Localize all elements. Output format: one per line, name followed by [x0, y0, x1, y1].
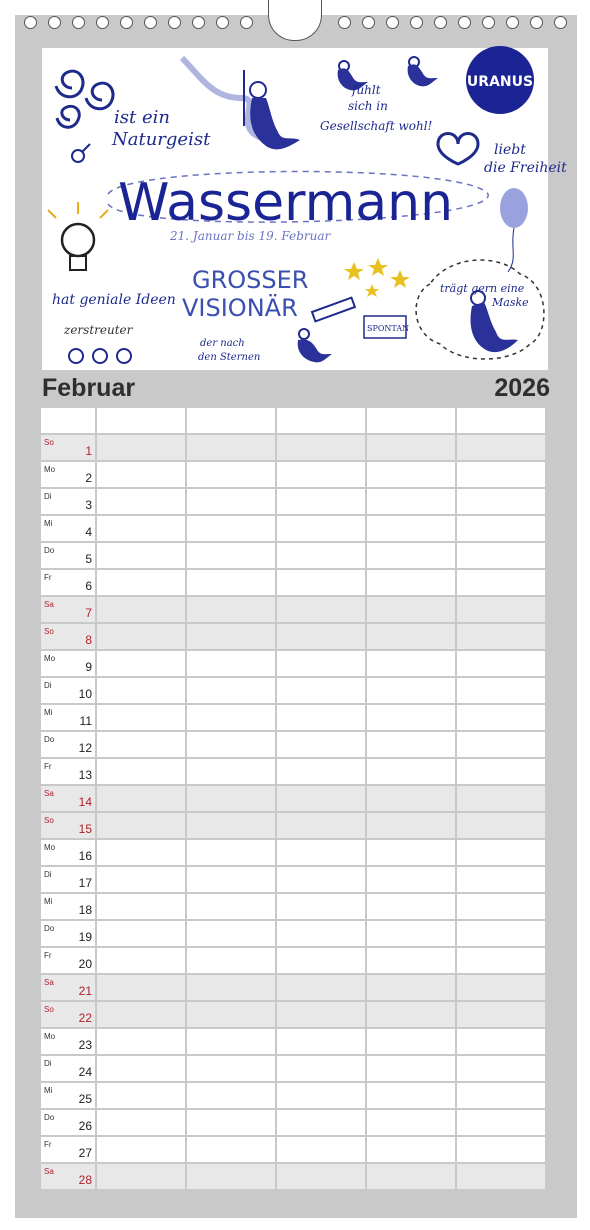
day-label-cell	[41, 1137, 95, 1162]
day-number: 14	[78, 795, 92, 809]
day-label-cell	[41, 975, 95, 1000]
weekday-label: Mo	[44, 843, 56, 852]
phrase-zerstreuter: zerstreuter	[64, 323, 133, 337]
column-header-date	[41, 408, 95, 433]
entry-cell[interactable]	[367, 651, 455, 676]
weekday-label: Sa	[44, 978, 54, 987]
day-label-cell	[41, 921, 95, 946]
entry-cell[interactable]	[97, 543, 185, 568]
entry-cell[interactable]	[457, 975, 545, 1000]
entry-cell[interactable]	[187, 759, 275, 784]
entry-cell[interactable]	[457, 1056, 545, 1081]
column-header[interactable]	[457, 408, 545, 433]
day-number: 11	[79, 714, 92, 728]
weekday-label: Fr	[44, 951, 52, 960]
zodiac-artwork	[42, 48, 567, 370]
phrase-fuehlt: fühlt	[352, 83, 381, 97]
entry-cell[interactable]	[97, 975, 185, 1000]
entry-cell[interactable]	[457, 894, 545, 919]
entry-cell[interactable]	[97, 1164, 185, 1189]
day-number: 25	[78, 1092, 92, 1106]
entry-cell[interactable]	[457, 1137, 545, 1162]
entry-cell[interactable]	[277, 975, 365, 1000]
balloon-icon	[500, 188, 528, 272]
entry-cell[interactable]	[277, 570, 365, 595]
entry-cell[interactable]	[187, 732, 275, 757]
entry-cell[interactable]	[97, 786, 185, 811]
svg-text:URANUS: URANUS	[466, 74, 534, 90]
column-header-row	[41, 408, 549, 433]
entry-cell[interactable]	[187, 462, 275, 487]
entry-cell[interactable]	[187, 894, 275, 919]
weekday-label: So	[44, 816, 54, 825]
day-number: 15	[78, 822, 92, 836]
weekday-label: Mi	[44, 519, 53, 528]
day-row	[41, 1164, 549, 1189]
weekday-label: Di	[44, 492, 52, 501]
weekday-label: So	[44, 438, 54, 447]
entry-cell[interactable]	[277, 543, 365, 568]
entry-cell[interactable]	[457, 1164, 545, 1189]
entry-cell[interactable]	[457, 516, 545, 541]
lightbulb-icon	[48, 202, 108, 270]
day-number: 18	[78, 903, 92, 917]
entry-cell[interactable]	[367, 975, 455, 1000]
entry-cell[interactable]	[187, 786, 275, 811]
day-row	[41, 570, 549, 595]
entry-cell[interactable]	[277, 624, 365, 649]
weekday-label: Do	[44, 546, 55, 555]
entry-cell[interactable]	[367, 894, 455, 919]
entry-cell[interactable]	[457, 462, 545, 487]
entry-cell[interactable]	[97, 651, 185, 676]
weekday-label: Fr	[44, 762, 52, 771]
entry-cell[interactable]	[97, 894, 185, 919]
day-label-cell	[41, 1002, 95, 1027]
day-row	[41, 867, 549, 892]
day-number: 27	[78, 1146, 92, 1160]
day-label-cell	[41, 759, 95, 784]
year-title: 2026	[494, 374, 550, 402]
entry-cell[interactable]	[457, 705, 545, 730]
stars-icon	[344, 258, 410, 297]
weekday-label: Di	[44, 870, 52, 879]
phrase-der-nach: der nach	[200, 338, 245, 349]
entry-cell[interactable]	[367, 813, 455, 838]
phrase-naturgeist: Naturgeist	[112, 129, 211, 150]
phrase-den-sternen: den Sternen	[198, 352, 261, 363]
day-row	[41, 597, 549, 622]
weekday-label: Mi	[44, 897, 53, 906]
entry-cell[interactable]	[457, 1083, 545, 1108]
entry-cell[interactable]	[367, 759, 455, 784]
entry-cell[interactable]	[367, 489, 455, 514]
entry-cell[interactable]	[277, 948, 365, 973]
entry-cell[interactable]	[277, 759, 365, 784]
day-row	[41, 840, 549, 865]
entry-cell[interactable]	[367, 921, 455, 946]
day-label-cell	[41, 516, 95, 541]
entry-cell[interactable]	[457, 678, 545, 703]
day-number: 13	[78, 768, 92, 782]
entry-cell[interactable]	[97, 1029, 185, 1054]
day-row	[41, 624, 549, 649]
entry-cell[interactable]	[277, 489, 365, 514]
day-label-cell	[41, 570, 95, 595]
entry-cell[interactable]	[97, 732, 185, 757]
day-label-cell	[41, 678, 95, 703]
entry-cell[interactable]	[277, 786, 365, 811]
day-label-cell	[41, 489, 95, 514]
day-label-cell	[41, 1029, 95, 1054]
phrase-freiheit: die Freiheit	[484, 160, 567, 176]
day-row	[41, 975, 549, 1000]
day-number: 19	[78, 930, 92, 944]
day-number: 8	[85, 633, 92, 647]
entry-cell[interactable]	[97, 678, 185, 703]
entry-cell[interactable]	[187, 516, 275, 541]
entry-cell[interactable]	[97, 624, 185, 649]
day-label-cell	[41, 1164, 95, 1189]
weekday-label: So	[44, 627, 54, 636]
entry-cell[interactable]	[97, 1056, 185, 1081]
entry-cell[interactable]	[367, 1110, 455, 1135]
day-label-cell	[41, 1056, 95, 1081]
entry-cell[interactable]	[367, 1002, 455, 1027]
entry-cell[interactable]	[187, 1056, 275, 1081]
day-row	[41, 435, 549, 460]
entry-cell[interactable]	[97, 462, 185, 487]
day-number: 22	[78, 1011, 92, 1025]
entry-cell[interactable]	[97, 1110, 185, 1135]
day-row	[41, 1029, 549, 1054]
day-row	[41, 1002, 549, 1027]
day-label-cell	[41, 786, 95, 811]
day-number: 5	[85, 552, 92, 566]
column-header[interactable]	[367, 408, 455, 433]
phrase-sich-in: sich in	[348, 99, 388, 113]
day-number: 16	[78, 849, 92, 863]
day-label-cell	[41, 624, 95, 649]
entry-cell[interactable]	[187, 1164, 275, 1189]
day-label-cell	[41, 543, 95, 568]
entry-cell[interactable]	[277, 813, 365, 838]
entry-cell[interactable]	[457, 1029, 545, 1054]
day-number: 10	[78, 687, 92, 701]
weekday-label: Mo	[44, 465, 56, 474]
weekday-label: Mo	[44, 654, 56, 663]
day-label-cell	[41, 462, 95, 487]
day-number: 7	[85, 606, 92, 620]
day-row	[41, 921, 549, 946]
entry-cell[interactable]	[457, 732, 545, 757]
entry-cell[interactable]	[187, 975, 275, 1000]
day-row	[41, 705, 549, 730]
entry-cell[interactable]	[277, 1164, 365, 1189]
entry-cell[interactable]	[187, 948, 275, 973]
day-row	[41, 759, 549, 784]
entry-cell[interactable]	[187, 867, 275, 892]
day-number: 17	[78, 876, 92, 890]
day-label-cell	[41, 435, 95, 460]
day-label-cell	[41, 705, 95, 730]
entry-cell[interactable]	[187, 651, 275, 676]
entry-cell[interactable]	[457, 624, 545, 649]
phrase-liebt: liebt	[494, 142, 526, 158]
entry-cell[interactable]	[277, 435, 365, 460]
day-number: 20	[78, 957, 92, 971]
entry-cell[interactable]	[97, 570, 185, 595]
day-row	[41, 948, 549, 973]
entry-cell[interactable]	[277, 1056, 365, 1081]
entry-cell[interactable]	[277, 1029, 365, 1054]
entry-cell[interactable]	[367, 867, 455, 892]
weekday-label: Mi	[44, 1086, 53, 1095]
male-symbol-icon	[72, 144, 90, 162]
entry-cell[interactable]	[187, 1083, 275, 1108]
glasses-icon	[69, 349, 131, 363]
phrase-visionaer: VISIONÄR	[182, 294, 298, 322]
entry-cell[interactable]	[367, 786, 455, 811]
entry-cell[interactable]	[97, 759, 185, 784]
day-row	[41, 651, 549, 676]
day-row	[41, 543, 549, 568]
entry-cell[interactable]	[187, 597, 275, 622]
day-number: 12	[78, 741, 92, 755]
entry-cell[interactable]	[97, 867, 185, 892]
entry-cell[interactable]	[187, 570, 275, 595]
weekday-label: Mo	[44, 1032, 56, 1041]
telescope-icon	[312, 298, 355, 322]
entry-cell[interactable]	[457, 489, 545, 514]
entry-cell[interactable]	[277, 678, 365, 703]
heart-icon	[438, 134, 478, 165]
entry-cell[interactable]	[457, 597, 545, 622]
day-row	[41, 678, 549, 703]
weekday-label: Fr	[44, 573, 52, 582]
day-label-cell	[41, 840, 95, 865]
merman-icon	[408, 57, 438, 86]
day-row	[41, 894, 549, 919]
day-row	[41, 786, 549, 811]
day-row	[41, 1056, 549, 1081]
entry-cell[interactable]	[367, 1083, 455, 1108]
entry-cell[interactable]	[187, 1002, 275, 1027]
phrase-ist-ein: ist ein	[114, 107, 170, 128]
weekday-label: Mi	[44, 708, 53, 717]
entry-cell[interactable]	[367, 840, 455, 865]
day-row	[41, 1137, 549, 1162]
day-row	[41, 1083, 549, 1108]
entry-cell[interactable]	[457, 435, 545, 460]
entry-cell[interactable]	[457, 786, 545, 811]
weekday-label: Di	[44, 681, 52, 690]
entry-cell[interactable]	[97, 489, 185, 514]
entry-cell[interactable]	[187, 1110, 275, 1135]
day-row	[41, 489, 549, 514]
day-number: 3	[85, 498, 92, 512]
day-number: 24	[78, 1065, 92, 1079]
entry-cell[interactable]	[277, 1137, 365, 1162]
calendar-grid	[41, 408, 549, 1191]
entry-cell[interactable]	[277, 705, 365, 730]
entry-cell[interactable]	[187, 489, 275, 514]
day-row	[41, 732, 549, 757]
day-number: 26	[78, 1119, 92, 1133]
day-row	[41, 462, 549, 487]
entry-cell[interactable]	[457, 813, 545, 838]
entry-cell[interactable]	[277, 597, 365, 622]
column-header[interactable]	[277, 408, 365, 433]
entry-cell[interactable]	[457, 921, 545, 946]
entry-cell[interactable]	[367, 624, 455, 649]
weekday-label: Sa	[44, 1167, 54, 1176]
entry-cell[interactable]	[457, 840, 545, 865]
weekday-label: Do	[44, 924, 55, 933]
entry-cell[interactable]	[277, 462, 365, 487]
entry-cell[interactable]	[367, 732, 455, 757]
weekday-label: Do	[44, 735, 55, 744]
phrase-geniale-ideen: hat geniale Ideen	[52, 292, 176, 308]
entry-cell[interactable]	[277, 1083, 365, 1108]
day-label-cell	[41, 651, 95, 676]
entry-cell[interactable]	[277, 840, 365, 865]
entry-cell[interactable]	[187, 1137, 275, 1162]
weekday-label: Di	[44, 1059, 52, 1068]
day-row	[41, 1110, 549, 1135]
weekday-label: Fr	[44, 1140, 52, 1149]
entry-cell[interactable]	[277, 1002, 365, 1027]
day-number: 1	[85, 444, 92, 458]
entry-cell[interactable]	[277, 921, 365, 946]
column-header[interactable]	[187, 408, 275, 433]
phrase-grosser: GROSSER	[192, 266, 309, 294]
entry-cell[interactable]	[97, 516, 185, 541]
entry-cell[interactable]	[367, 516, 455, 541]
entry-cell[interactable]	[97, 1002, 185, 1027]
phrase-gesellschaft: Gesellschaft wohl!	[320, 119, 433, 133]
artwork-title: Wassermann	[118, 173, 454, 233]
uranus-planet-icon	[466, 46, 534, 114]
entry-cell[interactable]	[367, 705, 455, 730]
merman-icon	[298, 329, 332, 362]
entry-cell[interactable]	[97, 948, 185, 973]
entry-cell[interactable]	[97, 840, 185, 865]
entry-cell[interactable]	[367, 1164, 455, 1189]
day-number: 9	[85, 660, 92, 674]
day-label-cell	[41, 732, 95, 757]
day-number: 21	[78, 984, 92, 998]
entry-cell[interactable]	[367, 597, 455, 622]
entry-cell[interactable]	[187, 921, 275, 946]
entry-cell[interactable]	[187, 1029, 275, 1054]
day-number: 4	[85, 525, 92, 539]
entry-cell[interactable]	[367, 435, 455, 460]
entry-cell[interactable]	[457, 1002, 545, 1027]
weekday-label: So	[44, 1005, 54, 1014]
day-number: 6	[85, 579, 92, 593]
entry-cell[interactable]	[457, 1110, 545, 1135]
day-row	[41, 813, 549, 838]
day-label-cell	[41, 867, 95, 892]
entry-cell[interactable]	[277, 1110, 365, 1135]
entry-cell[interactable]	[97, 705, 185, 730]
day-label-cell	[41, 813, 95, 838]
spiral-icon	[56, 71, 113, 127]
month-title: Februar	[42, 374, 136, 402]
weekday-label: Sa	[44, 600, 54, 609]
artwork-dates: 21. Januar bis 19. Februar	[170, 229, 331, 243]
entry-cell[interactable]	[97, 1137, 185, 1162]
entry-cell[interactable]	[367, 948, 455, 973]
entry-cell[interactable]	[457, 651, 545, 676]
day-label-cell	[41, 894, 95, 919]
entry-cell[interactable]	[277, 732, 365, 757]
merman-icon	[244, 70, 300, 149]
day-row	[41, 516, 549, 541]
day-number: 28	[78, 1173, 92, 1187]
entry-cell[interactable]	[277, 516, 365, 541]
entry-cell[interactable]	[457, 867, 545, 892]
entry-cell[interactable]	[367, 462, 455, 487]
weekday-label: Do	[44, 1113, 55, 1122]
entry-cell[interactable]	[187, 435, 275, 460]
entry-cell[interactable]	[187, 840, 275, 865]
day-label-cell	[41, 1083, 95, 1108]
weekday-label: Sa	[44, 789, 54, 798]
entry-cell[interactable]	[187, 543, 275, 568]
entry-cell[interactable]	[97, 1083, 185, 1108]
entry-cell[interactable]	[187, 813, 275, 838]
entry-cell[interactable]	[97, 597, 185, 622]
day-label-cell	[41, 597, 95, 622]
entry-cell[interactable]	[97, 813, 185, 838]
day-label-cell	[41, 1110, 95, 1135]
entry-cell[interactable]	[97, 435, 185, 460]
entry-cell[interactable]	[97, 921, 185, 946]
entry-cell[interactable]	[367, 1056, 455, 1081]
entry-cell[interactable]	[367, 1029, 455, 1054]
entry-cell[interactable]	[457, 570, 545, 595]
column-header[interactable]	[97, 408, 185, 433]
day-number: 23	[78, 1038, 92, 1052]
entry-cell[interactable]	[367, 1137, 455, 1162]
entry-cell[interactable]	[277, 894, 365, 919]
entry-cell[interactable]	[367, 570, 455, 595]
phrase-traegt-gern: trägt gern eine	[440, 282, 525, 295]
entry-cell[interactable]	[367, 543, 455, 568]
entry-cell[interactable]	[187, 705, 275, 730]
phrase-spontan: SPONTAN	[367, 324, 410, 333]
entry-cell[interactable]	[457, 543, 545, 568]
entry-cell[interactable]	[187, 624, 275, 649]
day-number: 2	[85, 471, 92, 485]
entry-cell[interactable]	[367, 678, 455, 703]
entry-cell[interactable]	[277, 651, 365, 676]
entry-cell[interactable]	[457, 759, 545, 784]
entry-cell[interactable]	[457, 948, 545, 973]
day-label-cell	[41, 948, 95, 973]
entry-cell[interactable]	[277, 867, 365, 892]
entry-cell[interactable]	[187, 678, 275, 703]
phrase-maske: Maske	[492, 296, 529, 309]
